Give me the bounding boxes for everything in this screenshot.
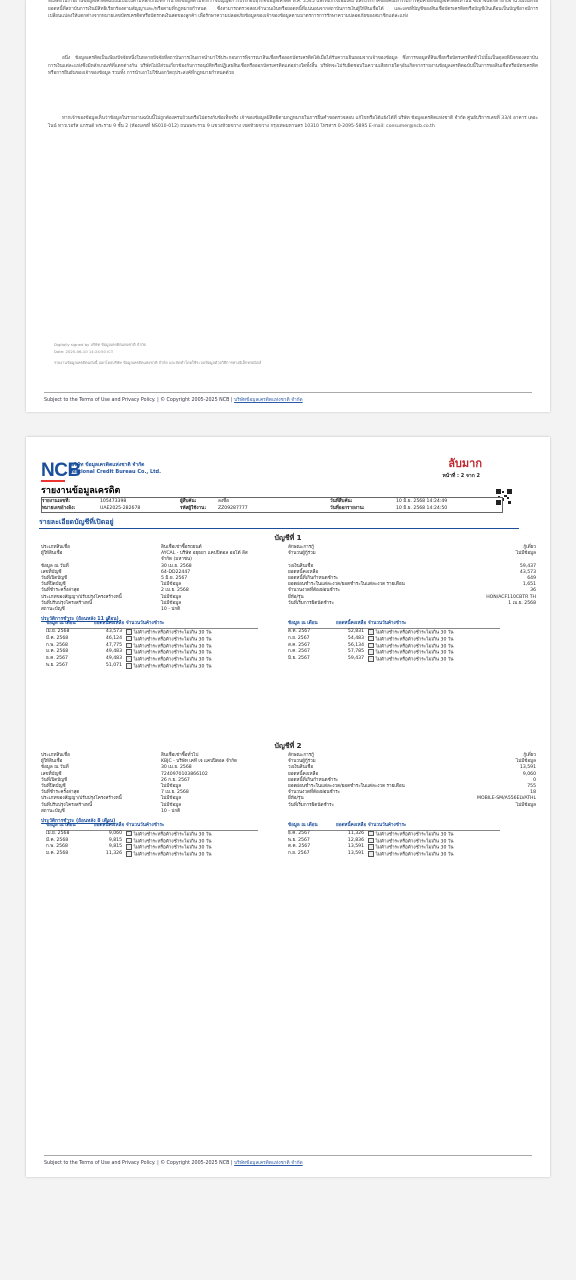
history-status: ไม่ค้างชำระหรือค้างชำระไม่เกิน 30 วัน [375, 832, 454, 838]
history-status: ไม่ค้างชำระหรือค้างชำระไม่เกิน 30 วัน [375, 643, 454, 649]
account-detail-labels-row: ยอดหนี้คงเหลือ [288, 771, 319, 777]
status-checkbox-icon [368, 838, 374, 844]
status-checkbox-icon [126, 643, 132, 649]
report-page-2 [26, 437, 550, 1177]
history-balance: 49,483 [105, 649, 122, 655]
account-field-labels-row: วันที่ปรับปรุงโครงสร้างหนี้ [41, 600, 93, 606]
payment-history-right [288, 621, 500, 663]
status-checkbox-icon [126, 851, 132, 857]
account-detail-values-row: 13,591 [519, 765, 536, 771]
history-status: ไม่ค้างชำระหรือค้างชำระไม่เกิน 30 วัน [133, 832, 212, 838]
history-row [46, 636, 258, 643]
history-col-overdue: จำนวนวันค้างชำระ [126, 621, 165, 627]
logo-text: NCB [41, 460, 81, 481]
footer-text: Subject to the Terms of Use and Privacy Policy. | © Copyright 2005-2025 NCB | [44, 1161, 233, 1166]
account-field-values-row: 5 มิ.ย. 2567 [161, 575, 188, 581]
account-detail-values-row: 18 [530, 790, 536, 796]
account-field-values-row: 2 เม.ย. 2568 [161, 588, 189, 594]
account-field-labels-row: เลขที่บัญชี [41, 569, 62, 575]
account-detail-labels-row: ลักษณะการกู้ [288, 545, 314, 550]
history-month: ก.ค. 2567 [288, 649, 310, 655]
history-month: ก.พ. 2568 [46, 844, 68, 850]
history-row [288, 656, 500, 663]
account-detail-labels-row: ยอดหนี้ที่เกินกำหนดชำระ [288, 777, 339, 783]
inquiry-date-label: วันที่สืบค้น: [330, 499, 353, 504]
history-col-balance: ยอดหนี้คงเหลือ [94, 621, 125, 627]
history-row [288, 838, 500, 845]
account-detail-labels-row: วงเงินสินเชื่อ [288, 765, 314, 771]
history-row [46, 838, 258, 845]
history-col-month: ข้อมูล ณ เดือน [46, 621, 76, 627]
account-detail-labels-row: ลักษณะการกู้ [288, 753, 314, 758]
history-balance: 51,071 [105, 662, 122, 668]
history-row [46, 663, 258, 670]
status-checkbox-icon [126, 831, 132, 837]
member-label: ผู้สืบค้น: [180, 499, 197, 504]
history-header [288, 823, 500, 831]
account-field-labels-row: ข้อมูล ณ วันที่ [41, 765, 69, 771]
confidential-label: ลับมาก [448, 457, 482, 470]
payment-history-left [46, 621, 258, 670]
status-checkbox-icon [368, 831, 374, 837]
account-detail-labels-row: ยี่ห้อ/รุ่น [288, 594, 304, 600]
account-field-values-row: ไม่มีข้อมูล [161, 802, 182, 808]
history-month: ธ.ค. 2567 [288, 830, 310, 836]
id-value: UAE2025-282678 [100, 506, 141, 511]
history-month: ธ.ค. 2567 [46, 656, 68, 662]
history-status: ไม่ค้างชำระหรือค้างชำระไม่เกิน 30 วัน [375, 650, 454, 656]
history-status: ไม่ค้างชำระหรือค้างชำระไม่เกิน 30 วัน [133, 630, 212, 636]
history-month: พ.ย. 2567 [46, 662, 68, 668]
footer-company-link[interactable]: บริษัทข้อมูลเครดิตแห่งชาติ จำกัด [234, 398, 303, 403]
history-month: ก.พ. 2568 [46, 642, 68, 648]
history-row [46, 656, 258, 663]
account-field-labels-row: วันที่ปรับปรุงโครงสร้างหนี้ [41, 802, 93, 808]
history-status: ไม่ค้างชำระหรือค้างชำระไม่เกิน 30 วัน [133, 650, 212, 656]
report-title: รายงานข้อมูลเครดิต [41, 486, 121, 496]
status-checkbox-icon [126, 844, 132, 850]
report-info-box [41, 497, 503, 513]
account-field-labels-row: ประเภทสินเชื่อ [41, 545, 70, 550]
account-detail-labels-row: ยอดหนี้ที่เกินกำหนดชำระ [288, 575, 339, 581]
account-detail-labels-row: ยี่ห้อ/รุ่น [288, 796, 304, 802]
account-detail-labels-row: ยอดผ่อนชำระในแต่ละงวด/ยอดชำระในแต่ละงวด รายเดือน [288, 783, 405, 789]
status-checkbox-icon [126, 649, 132, 655]
account-field-values-row: 7240970103866102 [161, 771, 208, 777]
digital-signature-note: รายงานข้อมูลเครดิตฉบับนี้ ออกโดยบริษัท ข้อมูลเครดิตแห่งชาติ จำกัด และจัดทำโดยใช้ระบบข้อมูลด้วยวิธีการทางอิเล็กทรอนิกส์ [54, 360, 262, 365]
account-field-values-row: ไม่มีข้อมูล [161, 600, 182, 606]
history-month: ต.ค. 2567 [288, 628, 311, 634]
account-field-labels-row: ผู้ให้สินเชื่อ [41, 759, 63, 765]
account-detail-labels-row: ยอดผ่อนชำระในแต่ละงวด/ยอดชำระในแต่ละงวด รายเดือน [288, 582, 405, 588]
account-field-values-row: ไม่มีข้อมูล [161, 783, 182, 789]
history-row [46, 851, 258, 858]
account-field-labels-row: วันที่ปิดบัญชี [41, 783, 66, 789]
history-row [288, 636, 500, 643]
history-status: ไม่ค้างชำระหรือค้างชำระไม่เกิน 30 วัน [133, 838, 212, 844]
account-field-labels-row: ประเภทสินเชื่อ [41, 753, 70, 758]
account-field-values-row: จำกัด (มหาชน) [161, 557, 192, 563]
history-status: ไม่ค้างชำระหรือค้างชำระไม่เกิน 30 วัน [133, 664, 212, 670]
payment-history-left [46, 823, 258, 858]
info-row-2 [42, 505, 502, 512]
account-field-labels-row: วันที่เปิดบัญชี [41, 777, 68, 783]
history-row [288, 844, 500, 851]
history-row [46, 649, 258, 656]
history-status: ไม่ค้างชำระหรือค้างชำระไม่เกิน 30 วัน [133, 643, 212, 649]
history-row [288, 643, 500, 650]
digital-signature-line-1: Digitally signed by บริษัท ข้อมูลเครดิตแห่งชาติ จำกัด [54, 342, 146, 347]
history-balance: 11,326 [105, 851, 122, 857]
history-month: มิ.ย. 2567 [288, 656, 310, 662]
ref-label: รายงานเลขที่: [42, 499, 71, 504]
disclaimer-paragraph-1: ที่แสดงในรายงานข้อมูลเครดิตฉบับนี้เป็นไปตามหลักเกณฑ์การนำส่งข้อมูลตามพระราชบัญญัติการประกอบธุรกิจข้อมูลเครดิต พ.ศ. 2545 และที่แก้ไขเพิ่มเติม และประกาศของคณะกรรมการคุ้มครองข้อมูลเครดิตเท่านั้น ซึ่งอาจแตกต่างกับจำนวนเงินหรือยอดหนี้ที่สถาบันการเงินมีสิทธิเรียกร้องตามสัญญาและ/หรือตามที่กฎหมายกำหนด ซึ่งสามารถตรวจสอบจำนวนเงินหรือยอดหนี้ที่แน่นอนจากสถาบันการเงินผู้ให้สินเชื่อได้ และเลขที่บัญชีของสินเชื่อบัตรเครดิตหรือบัญชีเงินเดือนเป็นบัญชีอาจมีการเปลี่ยนแปลงให้แตกต่างจากหมายเลขบัตรเครดิตหรือบัตรกดเงินสดของลูกค้า เพื่อรักษาความปลอดภัยข้อมูลของเจ้าของข้อมูลตามมาตรการการรักษาความปลอดภัยของสมาชิกแต่ละแห่ง [48, 0, 538, 20]
ref-value: 105473398 [100, 499, 127, 504]
history-status: ไม่ค้างชำระหรือค้างชำระไม่เกิน 30 วัน [133, 657, 212, 663]
history-balance: 13,591 [347, 844, 364, 850]
history-balance: 56,134 [347, 642, 364, 648]
history-status: ไม่ค้างชำระหรือค้างชำระไม่เกิน 30 วัน [133, 637, 212, 643]
open-accounts-heading: รายละเอียดบัญชีที่เปิดอยู่ [39, 517, 519, 529]
account-field-values-row: 26 ก.ย. 2567 [161, 777, 190, 783]
account-field-labels-row: เลขที่บัญชี [41, 771, 62, 777]
account-detail-labels-row: ยอดหนี้คงเหลือ [288, 569, 319, 575]
disclaimer-paragraph-2: อนึ่ง ข้อมูลเครดิตเป็นเพียงปัจจัยหนึ่งในหลายปัจจัยที่สถาบันการเงินอาจนำมาใช้ประกอบการพิจารณาสินเชื่อหรือออกบัตรเครดิตได้เมื่อได้รับความยินยอมจากเจ้าของข้อมูล ซึ่งการขอมูลที่สินเชื่อหรือบัตรเครดิตทั่วไปนั้นเป็นดุลยพินิจของสถาบันการเงินแต่ละแห่งซึ่งมีหลักเกณฑ์ที่แตกต่างกัน บริษัทไม่มีส่วนเกี่ยวข้องกับการอนุมัติหรือปฏิเสธสินเชื่อหรือออกบัตรเครดิตแต่อย่างใดทั้งสิ้น บริษัทจะไม่รับผิดชอบในความเสียหายใดๆอันเกิดจากรายงานข้อมูลเครดิตฉบับนี้ในการขอสินเชื่อหรือบัตรเครดิตหรือการยืนยันของเจ้าของข้อมูล รวมทั้ง การนำเอาไปใช้นอกวัตถุประสงค์ที่กฎหมายกำหนดด้วย [48, 56, 538, 77]
account-field-values-row: 10 - ปกติ [161, 606, 181, 612]
history-balance: 46,124 [105, 635, 122, 641]
page-footer [44, 392, 532, 404]
history-balance: 52,831 [347, 628, 364, 634]
history-balance: 9,815 [108, 844, 122, 850]
company-name [71, 462, 161, 476]
account-detail-values [426, 753, 536, 815]
account-detail-values-row: 649 [527, 575, 536, 581]
account-detail-labels-row: จำนวนผู้กู้ร่วม [288, 759, 316, 765]
history-status: ไม่ค้างชำระหรือค้างชำระไม่เกิน 30 วัน [375, 657, 454, 663]
account-detail-values-row: HON/ACF110CBTR TH [486, 594, 536, 600]
info-row-1 [42, 498, 502, 505]
history-col-month: ข้อมูล ณ เดือน [46, 823, 76, 828]
history-balance: 9,060 [108, 830, 122, 836]
account-detail-values-row: 59,437 [519, 563, 536, 569]
account-field-labels-row: สถานะบัญชี [41, 808, 65, 814]
history-row [46, 629, 258, 636]
account-detail-labels-row: วงเงินสินเชื่อ [288, 563, 314, 569]
account-field-values-row: 7 เม.ย. 2568 [161, 790, 189, 796]
account-field-values-row: KBJC - บริษัท เคที เจ แคปปิตอล จำกัด [161, 759, 237, 765]
history-col-overdue: จำนวนวันค้างชำระ [368, 823, 407, 828]
history-col-overdue: จำนวนวันค้างชำระ [126, 823, 165, 828]
account-field-labels [41, 545, 161, 613]
account-field-values-row: สินเชื่อเช่าซื้อรถยนต์ [161, 545, 202, 550]
status-checkbox-icon [368, 851, 374, 857]
history-balance: 9,815 [108, 837, 122, 843]
status-checkbox-icon [368, 844, 374, 850]
page-footer-2 [44, 1155, 532, 1167]
account-detail-labels-row [288, 607, 438, 613]
account-detail-values-row: ไม่มีข้อมูล [515, 802, 536, 808]
history-balance: 59,437 [347, 656, 364, 662]
account-field-labels-row: วันที่เปิดบัญชี [41, 575, 68, 581]
status-checkbox-icon [126, 636, 132, 642]
account-detail-values-row: กู้เดี่ยว [523, 753, 536, 758]
status-checkbox-icon [126, 656, 132, 662]
history-month: ม.ค. 2568 [46, 649, 69, 655]
company-name-th: บริษัท ข้อมูลเครดิตแห่งชาติ จำกัด [71, 462, 145, 468]
page-number: หน้าที่ : 2 จาก 2 [442, 473, 480, 479]
account-field-values-row: ไม่มีข้อมูล [161, 594, 182, 600]
id-label: หมายเลขอ้างอิง: [42, 506, 76, 511]
account-field-labels-row: วันที่ปิดบัญชี [41, 582, 66, 588]
account-field-values [161, 753, 286, 815]
history-status: ไม่ค้างชำระหรือค้างชำระไม่เกิน 30 วัน [133, 852, 212, 858]
payment-history-title: ประวัติการชำระ (ย้อนหลัง 11 เดือน) [41, 617, 119, 623]
history-header [288, 621, 500, 629]
account-detail-values-row: 9,060 [522, 771, 536, 777]
history-col-balance: ยอดหนี้คงเหลือ [336, 621, 367, 627]
history-month: ม.ค. 2568 [46, 851, 69, 857]
history-month: เม.ย. 2568 [46, 628, 70, 634]
history-balance: 54,483 [347, 635, 364, 641]
history-status: ไม่ค้างชำระหรือค้างชำระไม่เกิน 30 วัน [375, 630, 454, 636]
status-checkbox-icon [126, 663, 132, 669]
history-header [46, 823, 258, 831]
history-month: ส.ค. 2567 [288, 642, 310, 648]
account-field-labels-row: วันที่ชำระครั้งล่าสุด [41, 790, 80, 796]
history-month: มี.ค. 2568 [46, 837, 69, 843]
account-detail-values-row [426, 809, 536, 815]
history-status: ไม่ค้างชำระหรือค้างชำระไม่เกิน 30 วัน [375, 852, 454, 858]
account-detail-values-row [426, 607, 536, 613]
history-balance: 57,785 [347, 649, 364, 655]
report-page-1 [26, 0, 550, 412]
issue-date-label: วันที่ออกรายงาน: [330, 506, 365, 511]
status-checkbox-icon [368, 636, 374, 642]
history-row [288, 649, 500, 656]
account-detail-values-row: 36 [530, 588, 536, 594]
history-col-overdue: จำนวนวันค้างชำระ [368, 621, 407, 627]
payment-history-title: ประวัติการชำระ (ย้อนหลัง 8 เดือน) [41, 819, 116, 824]
account-field-labels [41, 753, 161, 815]
account-field-values-row: 30 เม.ย. 2568 [161, 563, 192, 569]
history-row [288, 629, 500, 636]
account-field-values-row: ไม่มีข้อมูล [161, 582, 182, 588]
footer-company-link[interactable]: บริษัทข้อมูลเครดิตแห่งชาติ จำกัด [234, 1161, 303, 1166]
account-field-values-row: 64-DD22447 [161, 569, 191, 575]
disclaimer-paragraph-3: หากเจ้าของข้อมูลเห็นว่าข้อมูลในรายงานฉบับนี้ไม่ถูกต้องครบถ้วนหรือไม่ตรงกับข้อเท็จจริง เจ้าของข้อมูลมีสิทธิตามกฎหมายในการยื่นคำขอตรวจสอบ แก้ไขหรือโต้แย้งได้ที่ บริษัท ข้อมูลเครดิตแห่งชาติ จำกัด ศูนย์บริการเลขที่ 33/4 อาคาร เดอะไนน์ ทาวเวอร์ส แกรนด์ พระราม 9 ชั้น 2 (ห้องเลขที่ NS010-012) ถนนพระราม 9 แขวงห้วยขวาง เขตห้วยขวาง กรุงเทพมหานคร 10310 โทรสาร 0-2095-5895 E-mail: consumer@ncb.co.th [48, 116, 538, 129]
account-detail-values-row: 0 [533, 777, 536, 783]
history-row [46, 643, 258, 650]
account-detail-values-row: 1,651 [522, 582, 536, 588]
account-title: บัญชีที่ 1 [274, 534, 302, 542]
history-header [46, 621, 258, 629]
history-col-month: ข้อมูล ณ เดือน [288, 823, 318, 828]
account-detail-values-row: MOBILE-SM/A556ELVATHL [477, 796, 536, 802]
history-row [46, 831, 258, 838]
user-value: ZZ09287777 [218, 506, 248, 511]
user-label: รหัสผู้ใช้งาน: [180, 506, 207, 511]
history-balance: 47,775 [105, 642, 122, 648]
account-field-values [161, 545, 286, 613]
history-month: ก.ย. 2567 [288, 851, 310, 857]
account-field-labels-row: ผู้ให้สินเชื่อ [41, 551, 63, 557]
status-checkbox-icon [368, 649, 374, 655]
history-row [288, 831, 500, 838]
history-month: ต.ค. 2567 [288, 844, 311, 850]
company-name-en: National Credit Bureau Co., Ltd. [71, 469, 162, 475]
history-row [288, 851, 500, 858]
account-detail-labels [288, 545, 438, 613]
status-checkbox-icon [368, 656, 374, 662]
history-month: ก.ย. 2567 [288, 635, 310, 641]
account-detail-labels-row: จำนวนงวดที่ต้องผ่อนชำระ [288, 588, 341, 594]
history-balance: 12,836 [347, 837, 364, 843]
history-balance: 13,591 [347, 851, 364, 857]
account-field-values-row: AYCAL - บริษัท อยุธยา แคปปิตอล ออโต้ ลีส [161, 551, 248, 557]
account-detail-values-row: ไม่มีข้อมูล [515, 551, 536, 557]
history-balance: 11,326 [347, 830, 364, 836]
member-value: ลงชื่อ [218, 499, 229, 504]
payment-history-right [288, 823, 500, 858]
history-status: ไม่ค้างชำระหรือค้างชำระไม่เกิน 30 วัน [133, 845, 212, 851]
account-detail-values-row: กู้เดี่ยว [523, 545, 536, 550]
history-col-balance: ยอดหนี้คงเหลือ [336, 823, 367, 828]
history-month: มี.ค. 2568 [46, 635, 69, 641]
history-status: ไม่ค้างชำระหรือค้างชำระไม่เกิน 30 วัน [375, 838, 454, 844]
status-checkbox-icon [368, 643, 374, 649]
account-field-labels-row: สถานะบัญชี [41, 606, 65, 612]
history-month: พ.ย. 2567 [288, 837, 310, 843]
account-detail-values-row: 755 [527, 783, 536, 789]
history-status: ไม่ค้างชำระหรือค้างชำระไม่เกิน 30 วัน [375, 637, 454, 643]
account-detail-values [426, 545, 536, 613]
history-balance: 43,573 [105, 628, 122, 634]
history-col-balance: ยอดหนี้คงเหลือ [94, 823, 125, 828]
account-detail-labels-row: จำนวนงวดที่ต้องผ่อนชำระ [288, 790, 341, 796]
account-field-values-row: 30 เม.ย. 2568 [161, 765, 192, 771]
account-detail-values-row: 1 เม.ย. 2568 [508, 600, 536, 606]
footer-text: Subject to the Terms of Use and Privacy Policy. | © Copyright 2005-2025 NCB | [44, 398, 233, 403]
inquiry-date-value: 10 มิ.ย. 2568 14:24:49 [396, 499, 448, 504]
account-field-labels-row: ประเภทของสัญญา/ปรับปรุงโครงสร้างหนี้ [41, 796, 122, 802]
account-field-labels-row: ประเภทของสัญญา/ปรับปรุงโครงสร้างหนี้ [41, 594, 122, 600]
account-detail-values-row: ไม่มีข้อมูล [515, 759, 536, 765]
account-detail-labels-row: วันที่เริ่มการผิดนัดชำระ [288, 802, 335, 808]
status-checkbox-icon [368, 629, 374, 635]
account-detail-labels-row: วันที่เริ่มการผิดนัดชำระ [288, 600, 335, 606]
account-field-values-row: 10 - ปกติ [161, 808, 181, 814]
digital-signature-date: Date: 2025-06-10 14:24:50 ICT [54, 349, 114, 354]
history-month: เม.ย. 2568 [46, 830, 70, 836]
status-checkbox-icon [126, 629, 132, 635]
account-field-values-row: สินเชื่อเช่าซื้อทั่วไป [161, 753, 199, 758]
account-title: บัญชีที่ 2 [274, 742, 302, 750]
history-balance: 49,483 [105, 656, 122, 662]
account-detail-labels-row: จำนวนผู้กู้ร่วม [288, 551, 316, 557]
account-detail-values-row: 43,573 [519, 569, 536, 575]
account-field-labels-row: ข้อมูล ณ วันที่ [41, 563, 69, 569]
account-detail-labels-row [288, 809, 438, 815]
history-status: ไม่ค้างชำระหรือค้างชำระไม่เกิน 30 วัน [375, 845, 454, 851]
history-row [46, 844, 258, 851]
account-field-labels-row: วันที่ชำระครั้งล่าสุด [41, 588, 80, 594]
history-col-month: ข้อมูล ณ เดือน [288, 621, 318, 627]
status-checkbox-icon [126, 838, 132, 844]
issue-date-value: 10 มิ.ย. 2568 14:24:50 [396, 506, 448, 511]
account-field-values-row: ไม่มีข้อมูล [161, 796, 182, 802]
account-detail-labels [288, 753, 438, 815]
